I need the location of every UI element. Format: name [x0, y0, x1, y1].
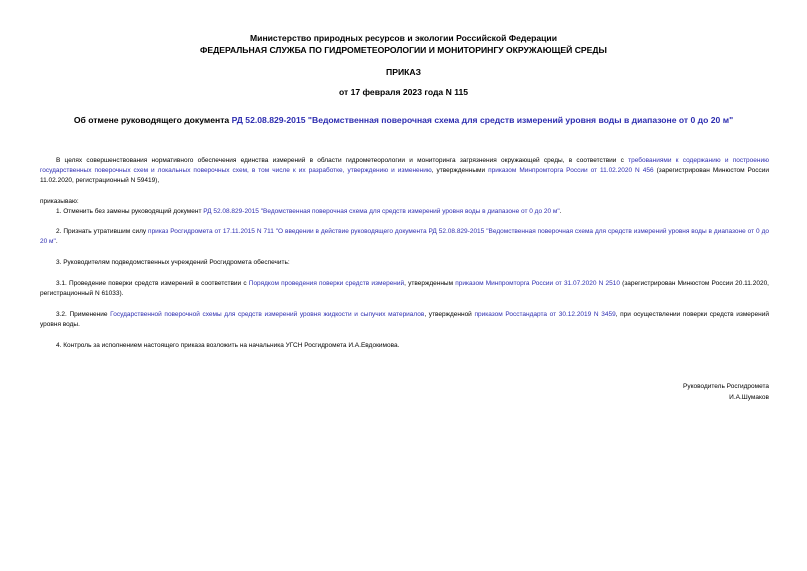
item-3-2-mid: , утвержденной [424, 311, 475, 318]
item-3-1-end: (зарегистрирован Минюстом России 20.11.2020, регистрационный N 61033). [40, 280, 769, 297]
title-link[interactable]: РД 52.08.829-2015 "Ведомственная поверочная схема для средств измерений уровня воды в диапазоне от 0 до 20 м" [231, 115, 734, 125]
item-3-1-mid: , утвержденным [404, 280, 456, 287]
doc-date-number: от 17 февраля 2023 года N 115 [338, 87, 469, 97]
requirements-link[interactable]: требованиями к содержанию и построению государственных поверочных схем и локальных поверочных схем, в том числе к их разработке, утверждению и изменению [40, 157, 769, 174]
item-4: 4. Контроль за исполнением настоящего приказа возложить на начальника УГСН Росгидромета И.А.Евдокимова. [56, 342, 400, 349]
order-word: приказываю: [40, 198, 79, 205]
preamble [40, 156, 769, 186]
item-3: 3. Руководителям подведомственных учреждений Росгидромета обеспечить: [56, 259, 290, 266]
item-2-text: 2. Признать утратившим силу [56, 228, 149, 235]
ministry-name: Министерство природных ресурсов и экологии Российской Федерации [250, 33, 557, 43]
minpromtorg-456-link[interactable]: приказом Минпромторга России от 11.02.2020 N 456 [488, 167, 654, 174]
doc-type: ПРИКАЗ [386, 67, 421, 77]
item-3-1-text: 3.1. Проведение поверки средств измерений в соответствии с [56, 280, 249, 287]
item-2-link[interactable]: приказ Росгидромета от 17.11.2015 N 711 "О введении в действие руководящего документа РД 52.08.829-2015 "Ведомственная поверочная схема для средств измерений уровня воды в диапазоне от 0 до 20 м" [40, 228, 769, 245]
service-name: ФЕДЕРАЛЬНАЯ СЛУЖБА ПО ГИДРОМЕТЕОРОЛОГИИ И МОНИТОРИНГУ ОКРУЖАЮЩЕЙ СРЕДЫ [200, 45, 607, 55]
item-1-text: 1. Отменить без замены руководящий документ [56, 208, 204, 215]
state-verification-scheme-link[interactable]: Государственной поверочной схемы для средств измерений уровня жидкости и сыпучих материалов [110, 311, 425, 318]
rosstandart-3459-link[interactable]: приказом Росстандарта от 30.12.2019 N 3459 [474, 311, 616, 318]
preamble-text-2: , утвержденными [431, 167, 489, 174]
item-3-2 [40, 310, 769, 330]
preamble-text-3: (зарегистрирован Минюстом России 11.02.2020, регистрационный N 59419), [40, 167, 769, 184]
item-2 [40, 227, 769, 247]
signature-name: И.А.Шумаков [729, 394, 769, 401]
signature-position: Руководитель Росгидромета [682, 383, 769, 390]
preamble-text-1: В целях совершенствования нормативного обеспечения единства измерений в области гидрометеорологии и мониторинга загрязнения окружающей среды, в соответствии с [56, 157, 629, 164]
item-3-2-end: , при осуществлении поверки средств измерений уровня воды. [40, 311, 769, 328]
page-title [0, 115, 807, 125]
title-prefix: Об отмене руководящего документа [73, 115, 232, 125]
minpromtorg-2510-link[interactable]: приказом Минпромторга России от 31.07.2020 N 2510 [455, 280, 620, 287]
item-1-end: . [559, 208, 562, 215]
item-3-2-text: 3.2. Применение [56, 311, 111, 318]
item-1-link[interactable]: РД 52.08.829-2015 "Ведомственная поверочная схема для средств измерений уровня воды в диапазоне от 0 до 20 м" [203, 208, 560, 215]
verification-procedure-link[interactable]: Порядком проведения поверки средств измерений [248, 280, 405, 287]
item-1 [40, 207, 769, 217]
item-2-end: . [55, 238, 58, 245]
item-3-1 [40, 279, 769, 299]
